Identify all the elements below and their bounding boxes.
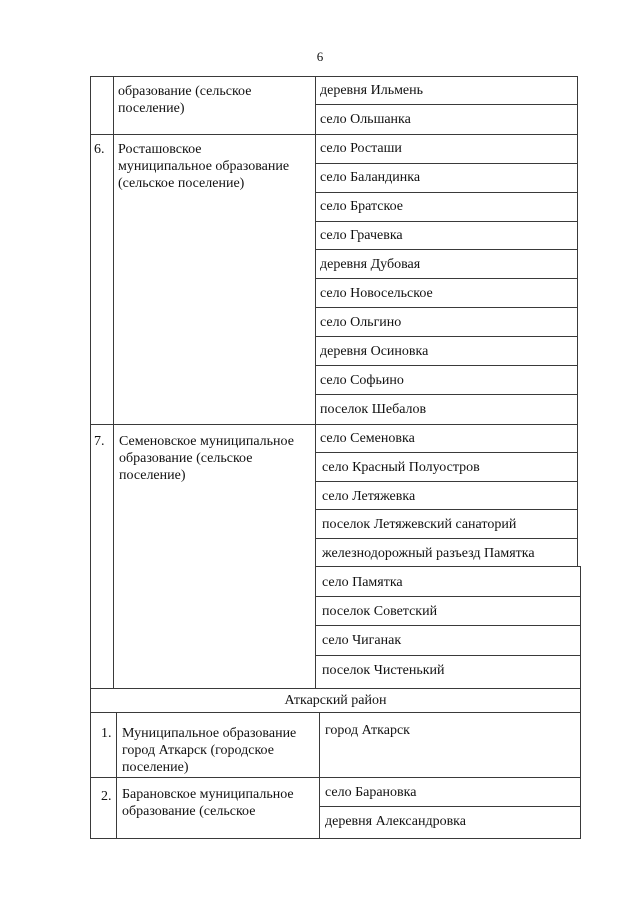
row-divider: [315, 249, 577, 250]
settlement-cell: село Памятка: [322, 575, 403, 590]
settlement-cell: село Софьино: [320, 373, 404, 388]
group-divider: [90, 424, 578, 425]
settlement-cell: деревня Дубовая: [320, 257, 421, 272]
group-divider: [90, 777, 581, 778]
settlement-cell: село Грачевка: [320, 228, 403, 243]
settlement-cell: город Аткарск: [325, 723, 410, 738]
row-divider: [315, 481, 577, 482]
row-divider: [315, 192, 577, 193]
settlement-cell: село Красный Полуостров: [322, 460, 480, 475]
row-divider: [315, 452, 577, 453]
municipality-name-line: город Аткарск (городское: [122, 743, 274, 758]
row-divider: [315, 538, 577, 539]
row-divider: [315, 278, 577, 279]
municipality-name-line: поселение): [118, 101, 185, 116]
municipality-name-line: образование (сельское: [122, 804, 256, 819]
settlement-cell: поселок Шебалов: [320, 402, 427, 417]
row-number: 1.: [101, 726, 112, 741]
municipality-name-line: поселение): [119, 468, 186, 483]
settlement-cell: деревня Осиновка: [320, 344, 429, 359]
settlement-cell: село Новосельское: [320, 286, 433, 301]
row-divider: [315, 509, 577, 510]
municipality-name-line: (сельское поселение): [118, 176, 245, 191]
row-divider: [315, 394, 577, 395]
settlement-cell: железнодорожный разъезд Памятка: [322, 546, 535, 561]
row-divider: [315, 104, 577, 105]
group-divider: [90, 134, 578, 135]
municipality-name-line: Муниципальное образование: [122, 726, 297, 741]
num-col-divider-lower: [116, 712, 117, 839]
row-divider: [315, 365, 577, 366]
settlement-cell: село Баландинка: [320, 170, 421, 185]
district-header: Аткарский район: [284, 693, 387, 708]
settlement-cell: село Братское: [320, 199, 403, 214]
settlement-cell: поселок Чистенький: [322, 663, 445, 678]
row-divider: [315, 596, 580, 597]
settlement-cell: село Летяжевка: [322, 489, 416, 504]
table-right-border-upper: [577, 76, 578, 566]
section-header-bottom: [90, 712, 581, 713]
settlement-cell: село Барановка: [325, 785, 417, 800]
row-divider: [315, 163, 577, 164]
row-divider: [315, 566, 580, 567]
settlement-cell: деревня Александровка: [325, 814, 466, 829]
municipality-name-line: Семеновское муниципальное: [119, 434, 294, 449]
row-divider: [315, 655, 580, 656]
table-top-border: [90, 76, 578, 77]
name-col-divider-lower: [319, 712, 320, 839]
section-header-top: [90, 688, 581, 689]
settlement-cell: село Чиганак: [322, 633, 402, 648]
row-divider: [315, 336, 577, 337]
row-divider: [315, 221, 577, 222]
row-divider: [319, 806, 581, 807]
settlement-cell: поселок Летяжевский санаторий: [322, 517, 517, 532]
settlement-cell: село Семеновка: [320, 431, 415, 446]
row-divider: [315, 307, 577, 308]
page-number: 6: [316, 49, 324, 64]
municipality-name-line: поселение): [122, 760, 189, 775]
row-number: 6.: [94, 142, 105, 157]
num-col-divider: [113, 76, 114, 688]
row-divider: [315, 625, 580, 626]
table-left-border: [90, 76, 91, 839]
row-number: 2.: [101, 789, 112, 804]
municipality-name-line: муниципальное образование: [118, 159, 290, 174]
settlement-cell: поселок Советский: [322, 604, 438, 619]
settlement-cell: село Ольшанка: [320, 112, 411, 127]
municipality-name-line: Барановское муниципальное: [122, 787, 294, 802]
settlement-cell: село Ольгино: [320, 315, 402, 330]
settlement-cell: село Росташи: [320, 141, 402, 156]
table-bottom-border: [90, 838, 581, 839]
municipality-name-line: Росташовское: [118, 142, 202, 157]
municipality-name-line: образование (сельское: [119, 451, 253, 466]
municipality-name-line: образование (сельское: [118, 84, 252, 99]
settlement-cell: деревня Ильмень: [320, 83, 424, 98]
row-number: 7.: [94, 434, 105, 449]
